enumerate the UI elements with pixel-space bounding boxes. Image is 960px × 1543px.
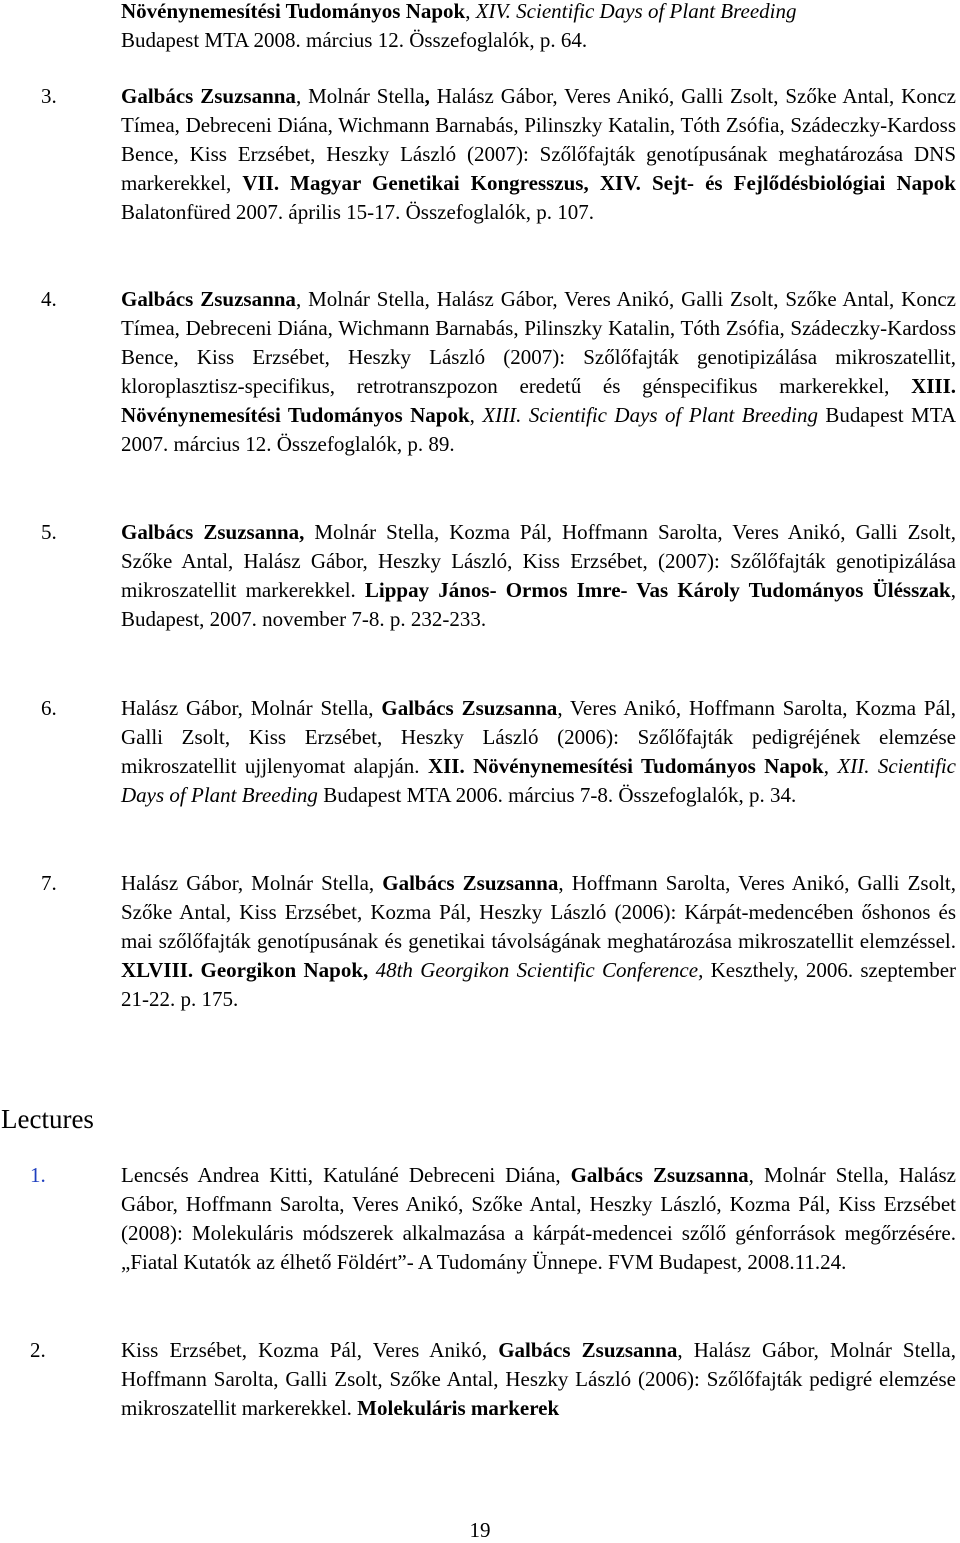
publication-entry-4 [0,285,960,459]
italic-run: XII. Scientific Days of Plant Breeding [121,754,956,807]
entry-text [121,0,956,55]
text-run: , [823,754,838,778]
bold-run: VII. Magyar Genetikai Kongresszus, XIV. Sejt- és Fejlődésbiológiai Napok [242,171,956,195]
entry-number: 7. [41,871,57,895]
publication-entry-5 [0,518,960,634]
text-run: Budapest MTA 2007. március 12. Összefoglalók, p. 89. [121,403,957,456]
bold-run: XII. Növénynemesítési Tudományos Napok [427,754,824,778]
entry-text [121,694,956,810]
text-run: , Veres Anikó, Hoffmann Sarolta, Kozma Pál, Galli Zsolt, Kiss Erzsébet, Heszky László (2006): Szőlőfajták pedigréjének elemzése mikroszatellit ujjlenyomat alapján. [121,696,956,778]
publication-entry-6 [0,694,960,810]
entry-text [121,1161,956,1277]
text-run: , Molnár Stella, Halász Gábor, Hoffmann Sarolta, Veres Anikó, Szőke Antal, Heszky László, Kozma Pál, Kiss Erzsébet (2008): Molekuláris módszerek alkalmazása a kárpát-medencei szőlő génforrások megőrzésére. „Fiatal Kutatók az élhető Földért”- A Tudomány Ünnepe. FVM Budapest, 2008.11.24. [121,1163,956,1274]
text-run: Molnár Stella, Kozma Pál, Hoffmann Sarolta, Veres Anikó, Galli Zsolt, Szőke Antal, Halász Gábor, Heszky László, Kiss Erzsébet, (2007): Szőlőfajták genotipizálása mikroszatellit markerekkel. [121,520,956,602]
page-number: 19 [469,1518,491,1542]
bold-run: Galbács Zsuzsanna [382,871,559,895]
entry-text [121,1336,956,1423]
text-run: Budapest MTA 2008. március 12. Összefoglalók, p. 64. [121,28,588,52]
text-run: , [469,403,483,427]
bold-run: Galbács Zsuzsanna [381,696,558,720]
text-run: , Molnár Stella [295,84,425,108]
text-run: Halász Gábor, Molnár Stella, [121,871,383,895]
bold-run: Galbács Zsuzsanna [570,1163,749,1187]
italic-run: 48th Georgikon Scientific Conference, [375,958,704,982]
lectures-heading: Lectures [1,1104,94,1134]
entry-number: 1. [30,1163,46,1187]
bold-run: Galbács Zsuzsanna [498,1338,678,1362]
italic-run: XIII. Scientific Days of Plant Breeding [482,403,818,427]
italic-run: XIV. Scientific Days of Plant Breeding [475,0,797,23]
text-run: , Halász Gábor, Molnár Stella, Hoffmann Sarolta, Galli Zsolt, Szőke Antal, Heszky László (2006): Szőlőfajták pedigré elemzése mikroszatellit markerekkel. [121,1338,956,1420]
bold-run: XLVIII. Georgikon Napok, [121,958,369,982]
text-run: , Molnár Stella, Halász Gábor, Veres Anikó, Galli Zsolt, Szőke Antal, Koncz Tímea, Debreceni Diána, Wichmann Barnabás, Pilinszky Katalin, Tóth Zsófia, Szádeczky-Kardoss Bence, Kiss Erzsébet, Heszky László (2007): Szőlőfajták genotipizálása mikroszatellit, kloroplasztisz-specifikus, retrotranszpozon eredetű és génspecifikus markerekkel, [121,287,956,398]
continuation-line-2 [121,26,956,55]
entry-text [121,869,956,1014]
text-run: Kiss Erzsébet, Kozma Pál, Veres Anikó, [121,1338,499,1362]
entry-number: 6. [41,696,57,720]
bold-run: Molekuláris markerek [357,1396,560,1420]
entry-text [121,285,956,459]
bold-run: Galbács Zsuzsanna [121,287,296,311]
text-run: Balatonfüred 2007. április 15-17. Összefoglalók, p. 107. [121,200,594,224]
text-run: Halász Gábor, Molnár Stella, [121,696,382,720]
bold-run: Galbács Zsuzsanna [121,84,296,108]
previous-entry-continuation [0,0,960,55]
publication-entry-7 [0,869,960,1014]
bold-run: Lippay János- Ormos Imre- Vas Károly Tudományos Ülésszak [364,578,951,602]
text-run: Lencsés Andrea Kitti, Katuláné Debreceni Diána, [121,1163,571,1187]
publication-entry-3 [0,82,960,227]
bold-run: XIII. Növénynemesítési Tudományos Napok [121,374,956,427]
continuation-line-1 [121,0,956,26]
lecture-entry-2 [0,1336,960,1423]
text-run: , Hoffmann Sarolta, Veres Anikó, Galli Zsolt, Szőke Antal, Kiss Erzsébet, Kozma Pál, Heszky László (2006): Kárpát-medencében őshonos és mai szőlőfajták genotípusának és genetikai távolságának meghatározása mikroszatellit elemzéssel. [121,871,957,953]
text-run: Halász Gábor, Veres Anikó, Galli Zsolt, Szőke Antal, Koncz Tímea, Debreceni Diána, Wichmann Barnabás, Pilinszky Katalin, Tóth Zsófia, Szádeczky-Kardoss Bence, Kiss Erzsébet, Heszky László (2007): Szőlőfajták genotípusának meghatározása DNS markerekkel, [121,84,956,195]
text-run: Keszthely, 2006. szeptember 21-22. p. 175. [121,958,957,1011]
entry-text [121,518,956,634]
bold-run: Galbács Zsuzsanna, [121,520,305,544]
text-run: Budapest MTA 2006. március 7-8. Összefoglalók, p. 34. [317,783,797,807]
bold-run: Növénynemesítési Tudományos Napok [121,0,466,23]
entry-text [121,82,956,227]
entry-number: 4. [41,287,57,311]
bold-run: , [424,84,430,108]
entry-number: 5. [41,520,57,544]
entry-number: 2. [30,1338,46,1362]
text-run: , [465,0,476,23]
entry-number: 3. [41,84,57,108]
text-run [368,958,375,982]
text-run: , Budapest, 2007. november 7-8. p. 232-233. [121,578,956,631]
lecture-entry-1 [0,1161,960,1277]
